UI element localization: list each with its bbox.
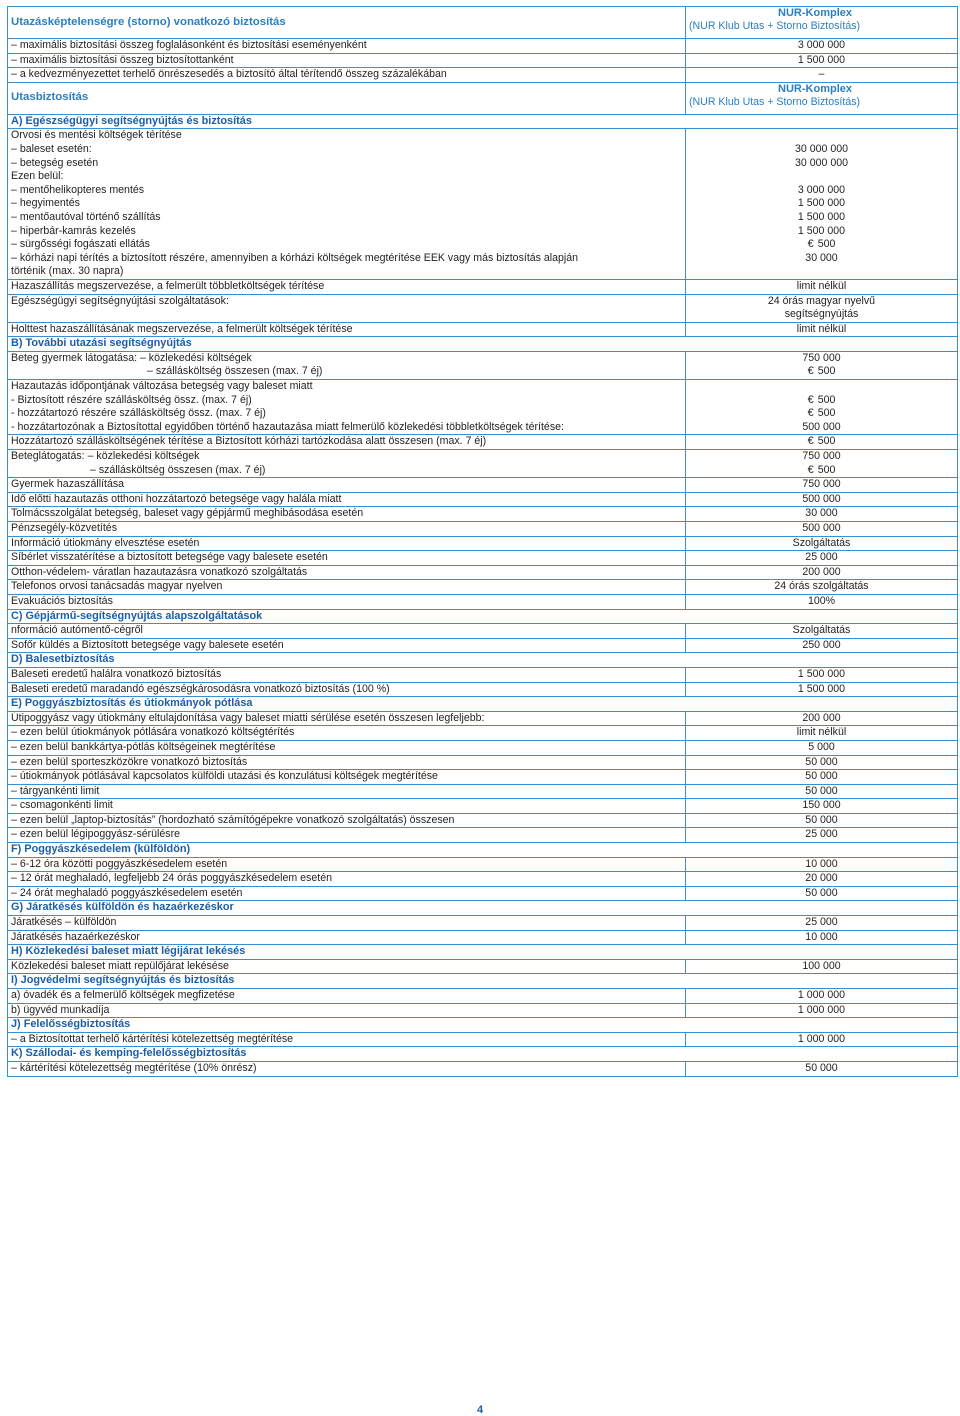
row-value: 50 000 (686, 770, 958, 785)
orvosi-block (8, 129, 958, 280)
page-number: 4 (476, 1404, 484, 1416)
orvosi-labels (8, 129, 686, 280)
row-label: nformáció autómentő-cégről (8, 624, 686, 639)
section-title: G) Járatkésés külföldön és hazaérkezéskor (8, 901, 958, 916)
row-label: b) ügyvéd munkadíja (8, 1003, 686, 1018)
row-label: – ezen belül útiokmányok pótlására vonatkozó költségtérítés (8, 726, 686, 741)
orvosi-line: Orvosi és mentési költségek térítése (11, 129, 182, 142)
row-label: – maximális biztosítási összeg foglalásonként és biztosítási eseményenként (8, 39, 686, 54)
row-label: – 6-12 óra közötti poggyászkésedelem esetén (8, 857, 686, 872)
row-label: – maximális biztosítási összeg biztosítottanként (8, 53, 686, 68)
table-row (8, 450, 958, 478)
row-label: Síbérlet visszatérítése a biztosított betegsége vagy balesete esetén (8, 551, 686, 566)
row-label: – ezen belül „laptop-biztosítás” (hordozható számítógépekre vonatkozó szolgáltatás) összesen (8, 813, 686, 828)
row-label: Közlekedési baleset miatt repülőjárat lekésése (8, 959, 686, 974)
euro-icon: € (807, 407, 814, 420)
row-value (686, 380, 958, 435)
row-value: 150 000 (686, 799, 958, 814)
row-value: 1 500 000 (686, 53, 958, 68)
row-label: Hozzátartozó szállásköltségének térítése a Biztosított kórházi tartózkodása alatt összesen (max. 7 éj) (8, 435, 686, 450)
table-row (8, 1003, 958, 1018)
insurance-table-page (7, 6, 957, 1077)
row-value: 100% (686, 594, 958, 609)
row-value: 10 000 (686, 930, 958, 945)
row-value (686, 351, 958, 379)
row-value: 1 000 000 (686, 989, 958, 1004)
row-label: – kártérítési kötelezettség megtérítése (10% önrész) (8, 1061, 686, 1076)
table-row (8, 279, 958, 294)
row-label-line: - Biztosított részére szállásköltség össz. (max. 7 éj) (11, 393, 252, 406)
table-row (8, 536, 958, 551)
orvosi-line: Ezen belül: (11, 170, 64, 183)
row-value: 50 000 (686, 784, 958, 799)
section-g-header (8, 901, 958, 916)
row-label: a) óvadék és a felmerülő költségek megfizetése (8, 989, 686, 1004)
table-row (8, 799, 958, 814)
table-row (8, 828, 958, 843)
section-j-header (8, 1018, 958, 1033)
orvosi-line: – baleset esetén: (11, 142, 92, 155)
utas-col-sub: (NUR Klub Utas + Storno Biztosítás) (689, 95, 861, 108)
table-row (8, 322, 958, 337)
section-title: B) További utazási segítségnyújtás (8, 337, 958, 352)
row-value: 50 000 (686, 886, 958, 901)
table-row (8, 594, 958, 609)
row-value-line: 750 000 (802, 450, 841, 463)
row-value: – (686, 68, 958, 83)
section-title: D) Balesetbiztosítás (8, 653, 958, 668)
section-b-header (8, 337, 958, 352)
row-label: – csomagonkénti limit (8, 799, 686, 814)
utas-column-header (686, 82, 958, 114)
orvosi-line: – mentőautóval történő szállítás (11, 210, 161, 223)
storno-title: Utazásképtelenségre (storno) vonatkozó biztosítás (8, 7, 686, 39)
section-d-header (8, 653, 958, 668)
section-title: C) Gépjármű-segítségnyújtás alapszolgáltatások (8, 609, 958, 624)
row-value: 750 000 (686, 478, 958, 493)
row-value: Szolgáltatás (686, 624, 958, 639)
orvosi-line: – hiperbár-kamrás kezelés (11, 224, 136, 237)
orvosi-value: 30 000 000 (794, 142, 849, 155)
row-value: 3 000 000 (686, 39, 958, 54)
row-label (8, 380, 686, 435)
orvosi-line: – kórházi napi térítés a biztosított részére, amennyiben a kórházi költségek megtérítése EEK vagy más biztosítás alapján (11, 251, 579, 264)
row-label: Útipoggyász vagy útiokmány eltulajdonítása vagy baleset miatti sérülése esetén összesen legfeljebb: (8, 711, 686, 726)
row-value-text: 500 (817, 463, 836, 476)
row-value: 50 000 (686, 755, 958, 770)
table-row (8, 784, 958, 799)
row-label-line: Beteglátogatás: – közlekedési költségek (11, 450, 200, 463)
table-row (8, 39, 958, 54)
row-value: 25 000 (686, 916, 958, 931)
row-label: – a kedvezményezettet terhelő önrészesedés a biztosító által térítendő összeg százalékában (8, 68, 686, 83)
row-label: – 12 órát meghaladó, legfeljebb 24 órás poggyászkésedelem esetén (8, 872, 686, 887)
row-label: – útiokmányok pótlásával kapcsolatos külföldi utazási és konzulátusi költségek megtérítése (8, 770, 686, 785)
section-i-header (8, 974, 958, 989)
row-label: Hazaszállítás megszervezése, a felmerült többletköltségek térítése (8, 279, 686, 294)
table-row (8, 492, 958, 507)
row-label: – tárgyankénti limit (8, 784, 686, 799)
table-row (8, 1032, 958, 1047)
row-label: Evakuációs biztosítás (8, 594, 686, 609)
row-value-line: 500 000 (802, 420, 841, 433)
row-value: limit nélkül (686, 322, 958, 337)
row-value-text: 500 (817, 435, 836, 448)
euro-icon: € (807, 365, 814, 378)
euro-icon: € (807, 238, 814, 251)
row-value: 50 000 (686, 1061, 958, 1076)
row-value: 5 000 (686, 740, 958, 755)
table-row (8, 857, 958, 872)
orvosi-value-euro (686, 238, 957, 252)
section-title: J) Felelősségbiztosítás (8, 1018, 958, 1033)
row-label-line: – szállásköltség összesen (max. 7 éj) (90, 463, 266, 476)
row-label: Egészségügyi segítségnyújtási szolgáltatások: (8, 294, 686, 322)
row-value: 25 000 (686, 551, 958, 566)
row-label: – ezen belül sporteszközökre vonatkozó biztosítás (8, 755, 686, 770)
row-value: 10 000 (686, 857, 958, 872)
table-row (8, 667, 958, 682)
section-title: I) Jogvédelmi segítségnyújtás és biztosítás (8, 974, 958, 989)
row-value: 200 000 (686, 711, 958, 726)
orvosi-value: 3 000 000 (797, 183, 846, 196)
row-label: Járatkésés – külföldön (8, 916, 686, 931)
table-row (8, 726, 958, 741)
table-row (8, 916, 958, 931)
euro-icon: € (807, 435, 814, 448)
row-label: Gyermek hazaszállítása (8, 478, 686, 493)
row-label-line: Hazautazás időpontjának változása betegség vagy baleset miatt (11, 380, 313, 393)
row-value: 100 000 (686, 959, 958, 974)
table-row (8, 351, 958, 379)
row-value: 200 000 (686, 565, 958, 580)
section-title: A) Egészségügyi segítségnyújtás és biztosítás (8, 114, 958, 129)
section-a-header (8, 114, 958, 129)
section-e-header (8, 697, 958, 712)
table-row (8, 294, 958, 322)
table-row (8, 1061, 958, 1076)
row-value-line: 750 000 (802, 351, 841, 364)
orvosi-value: 1 500 000 (797, 197, 846, 210)
table-row (8, 930, 958, 945)
row-value: 250 000 (686, 638, 958, 653)
orvosi-line: történik (max. 30 napra) (11, 265, 124, 278)
table-row (8, 872, 958, 887)
row-label: Baleseti eredetű halálra vonatkozó biztosítás (8, 667, 686, 682)
section-title: E) Poggyászbiztosítás és útiokmányok pótlása (8, 697, 958, 712)
row-label-line: – szállásköltség összesen (max. 7 éj) (147, 365, 323, 378)
orvosi-value (686, 129, 957, 143)
row-value-line: 24 órás magyar nyelvű (767, 294, 876, 307)
insurance-table (7, 6, 958, 1077)
row-label (8, 450, 686, 478)
storno-col-title: NUR-Komplex (778, 7, 852, 19)
row-label: Járatkésés hazaérkezéskor (8, 930, 686, 945)
section-title: H) Közlekedési baleset miatt légijárat lekésés (8, 945, 958, 960)
row-label: – ezen belül bankkártya-pótlás költségeinek megtérítése (8, 740, 686, 755)
section-f-header (8, 843, 958, 858)
storno-header-row (8, 7, 958, 39)
orvosi-value-empty (686, 170, 957, 184)
row-label: Idő előtti hazautazás otthoni hozzátartozó betegsége vagy halála miatt (8, 492, 686, 507)
table-row (8, 813, 958, 828)
table-row (8, 478, 958, 493)
table-row (8, 638, 958, 653)
row-label: Sofőr küldés a Biztosított betegsége vagy balesete esetén (8, 638, 686, 653)
table-row (8, 711, 958, 726)
row-label: – a Biztosítottat terhelő kártérítési kötelezettség megtérítése (8, 1032, 686, 1047)
row-label: Információ útiokmány elvesztése esetén (8, 536, 686, 551)
section-k-header (8, 1047, 958, 1062)
table-row (8, 959, 958, 974)
euro-icon: € (807, 393, 814, 406)
row-label: Baleseti eredetű maradandó egészségkárosodásra vonatkozó biztosítás (100 %) (8, 682, 686, 697)
table-row (8, 551, 958, 566)
orvosi-value: 500 (817, 238, 836, 251)
table-row (8, 886, 958, 901)
table-row (8, 435, 958, 450)
table-row (8, 580, 958, 595)
row-label (8, 351, 686, 379)
table-row (8, 53, 958, 68)
table-row (8, 507, 958, 522)
table-row (8, 740, 958, 755)
table-row (8, 68, 958, 83)
row-label: Tolmácsszolgálat betegség, baleset vagy gépjármű meghibásodása esetén (8, 507, 686, 522)
row-value: 50 000 (686, 813, 958, 828)
row-value-line: segítségnyújtás (784, 308, 859, 321)
orvosi-value: 30 000 (805, 251, 838, 264)
row-value-line (686, 407, 957, 421)
row-value: 24 órás szolgáltatás (686, 580, 958, 595)
euro-icon: € (807, 463, 814, 476)
row-value: 25 000 (686, 828, 958, 843)
row-value: 1 500 000 (686, 682, 958, 697)
row-value-text: 500 (817, 407, 836, 420)
row-value: 1 500 000 (686, 667, 958, 682)
orvosi-values (686, 129, 958, 280)
row-value-line (686, 394, 957, 408)
table-row (8, 565, 958, 580)
orvosi-line: – betegség esetén (11, 156, 99, 169)
orvosi-value: 1 500 000 (797, 224, 846, 237)
section-title: K) Szállodai- és kemping-felelősségbiztosítás (8, 1047, 958, 1062)
orvosi-value: 30 000 000 (794, 156, 849, 169)
row-label: Holttest hazaszállításának megszervezése, a felmerült költségek térítése (8, 322, 686, 337)
row-label-line: - hozzátartozónak a Biztosítottal egyidőben történő hazautazása miatt felmerülő közlekedési többletköltségek térítése: (11, 420, 564, 433)
row-label: Telefonos orvosi tanácsadás magyar nyelven (8, 580, 686, 595)
orvosi-line: – mentőhelikopteres mentés (11, 183, 145, 196)
row-label: – 24 órát meghaladó poggyászkésedelem esetén (8, 886, 686, 901)
orvosi-line: – sürgősségi fogászati ellátás (11, 238, 150, 251)
row-value: 1 000 000 (686, 1003, 958, 1018)
utas-col-title: NUR-Komplex (778, 82, 852, 95)
row-label: Pénzsegély-közvetítés (8, 522, 686, 537)
table-row (8, 380, 958, 435)
row-label-line: - hozzátartozó részére szállásköltség össz. (max. 7 éj) (11, 407, 266, 420)
table-row (8, 682, 958, 697)
row-value-empty (686, 380, 957, 394)
row-value: 1 000 000 (686, 1032, 958, 1047)
row-value (686, 435, 958, 450)
row-value (686, 450, 958, 478)
row-value: limit nélkül (686, 279, 958, 294)
table-row (8, 522, 958, 537)
table-row (8, 624, 958, 639)
section-title: F) Poggyászkésedelem (külföldön) (8, 843, 958, 858)
row-value-line (686, 464, 957, 478)
row-value: 20 000 (686, 872, 958, 887)
section-h-header (8, 945, 958, 960)
row-value-text: 500 (817, 365, 836, 378)
orvosi-value: 1 500 000 (797, 210, 846, 223)
row-label-line: Beteg gyermek látogatása: – közlekedési költségek (11, 351, 252, 364)
row-value (686, 294, 958, 322)
orvosi-line: – hegyimentés (11, 197, 80, 210)
row-value: limit nélkül (686, 726, 958, 741)
utas-title: Utasbiztosítás (8, 82, 686, 114)
table-row (8, 989, 958, 1004)
row-value: 500 000 (686, 492, 958, 507)
row-value-line (686, 365, 957, 379)
row-label: Otthon-védelem- váratlan hazautazásra vonatkozó szolgáltatás (8, 565, 686, 580)
storno-column-header (686, 7, 958, 39)
row-value: Szolgáltatás (686, 536, 958, 551)
orvosi-value-empty (686, 265, 957, 279)
row-label: – ezen belül légipoggyász-sérülésre (8, 828, 686, 843)
storno-col-sub: (NUR Klub Utas + Storno Biztosítás) (689, 20, 861, 32)
section-c-header (8, 609, 958, 624)
row-value: 500 000 (686, 522, 958, 537)
table-row (8, 770, 958, 785)
utas-header-row (8, 82, 958, 114)
table-row (8, 755, 958, 770)
row-value-text: 500 (817, 393, 836, 406)
row-value: 30 000 (686, 507, 958, 522)
